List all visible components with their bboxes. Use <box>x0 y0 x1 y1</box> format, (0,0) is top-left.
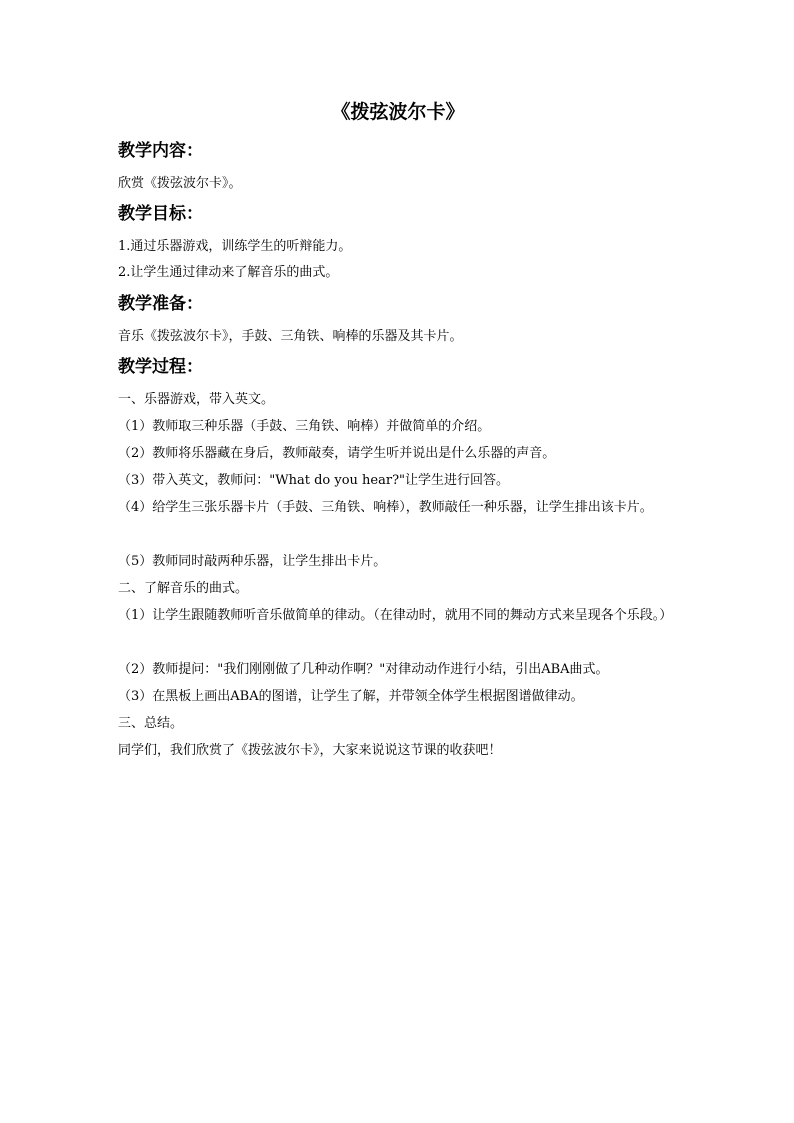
teaching-preparation-text: 音乐《拨弦波尔卡》，手鼓、三角铁、响棒的乐器及其卡片。 <box>118 329 463 344</box>
goal-item-1: 1.通过乐器游戏，训练学生的听辩能力。 <box>118 239 352 254</box>
goal-item-2: 2.让学生通过律动来了解音乐的曲式。 <box>118 265 339 280</box>
process-line-4: （3）带入英文，教师问："What do you hear?"让学生进行回答。 <box>118 473 510 488</box>
heading-teaching-process: 教学过程： <box>118 357 203 377</box>
process-line-3: （2）教师将乐器藏在身后，教师敲奏，请学生听并说出是什么乐器的声音。 <box>118 446 556 461</box>
process-line-2: （1）教师取三种乐器（手鼓、三角铁、响棒）并做简单的介绍。 <box>118 419 491 434</box>
document-title: 《拨弦波尔卡》 <box>331 101 465 123</box>
teaching-content-text: 欣赏《拨弦波尔卡》。 <box>118 176 242 191</box>
process-line-1: 一、乐器游戏，带入英文。 <box>118 392 275 407</box>
process-line-7: 二、了解音乐的曲式。 <box>118 581 249 596</box>
heading-teaching-goals: 教学目标： <box>118 204 203 224</box>
heading-teaching-content: 教学内容： <box>118 141 203 161</box>
process-line-11: 三、总结。 <box>118 716 184 731</box>
process-line-12: 同学们，我们欣赏了《拨弦波尔卡》，大家来说说这节课的收获吧！ <box>118 743 502 758</box>
process-line-5: （4）给学生三张乐器卡片（手鼓、三角铁、响棒），教师敲任一种乐器，让学生排出该卡片。 <box>118 500 653 515</box>
process-line-6: （5）教师同时敲两种乐器，让学生排出卡片。 <box>118 554 387 569</box>
process-line-9: （2）教师提问："我们刚刚做了几种动作啊？"对律动动作进行小结，引出ABA曲式。 <box>118 662 609 677</box>
process-line-8: （1）让学生跟随教师听音乐做简单的律动。（在律动时，就用不同的舞动方式来呈现各个乐段。） <box>118 608 673 623</box>
heading-teaching-preparation: 教学准备： <box>118 294 203 314</box>
process-line-10: （3）在黑板上画出ABA的图谱，让学生了解，并带领全体学生根据图谱做律动。 <box>118 689 584 704</box>
